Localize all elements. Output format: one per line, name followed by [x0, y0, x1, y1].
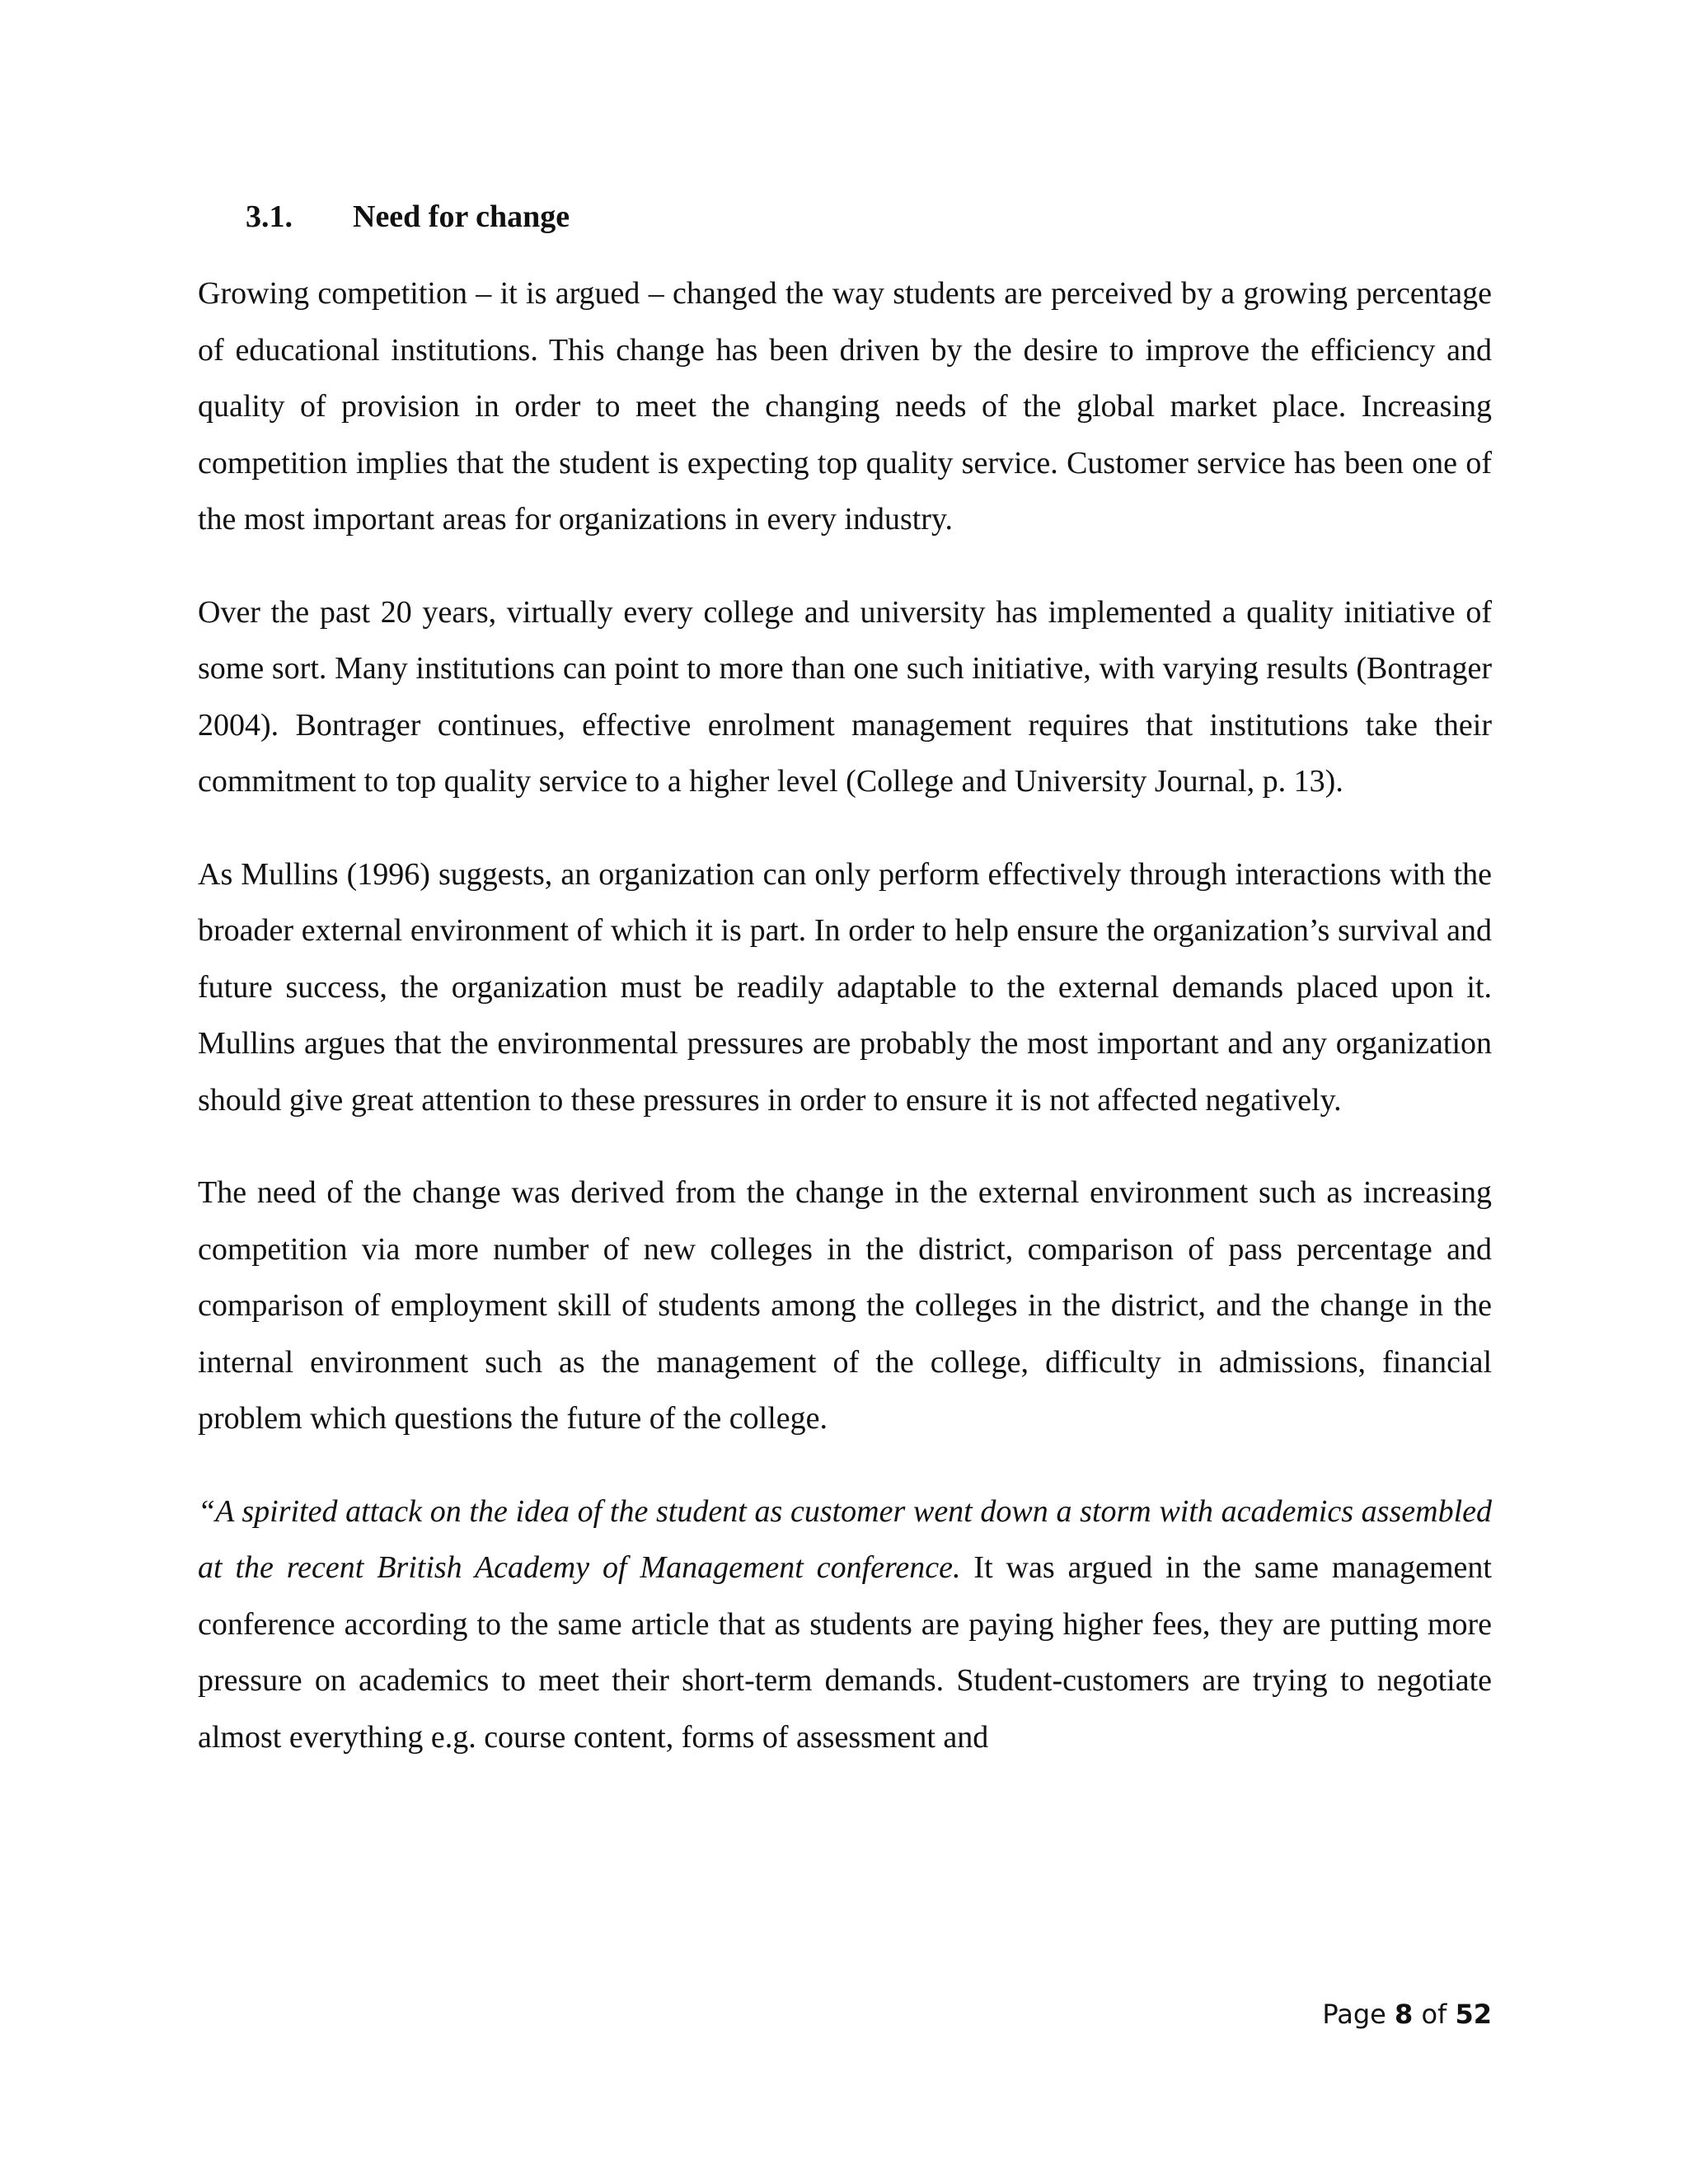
paragraph-5: [198, 1483, 1492, 1766]
page-footer: [1322, 1998, 1492, 2031]
total-pages: 52: [1455, 1999, 1492, 2030]
section-title: Need for change: [353, 199, 570, 234]
paragraph-5-text: It was argued in the same management conference according to the same article that as students are paying higher fees, they are putting more pressure on academics to meet their short-term demands. Student-customers are trying to negotiate almost everything e.g. course content, forms of assessment and: [198, 1550, 1492, 1755]
section-number: 3.1.: [246, 199, 293, 234]
paragraph-2: Over the past 20 years, virtually every college and university has implemented a quality initiative of some sort. Many institutions can point to more than one such initiative, with varying results (Bontrager 2004). Bontrager continues, effective enrolment management requires that institutions take their commitment to top quality service to a higher level (College and University Journal, p. 13).: [198, 594, 1492, 799]
paragraph-3: As Mullins (1996) suggests, an organization can only perform effectively through interactions with the broader external environment of which it is part. In order to help ensure the organization’s survival and future success, the organization must be readily adaptable to the external demands placed upon it. Mullins argues that the environmental pressures are probably the most important and any organization should give great attention to these pressures in order to ensure it is not affected negatively.: [198, 856, 1492, 1118]
page-number: 8: [1395, 1999, 1414, 2030]
paragraph-4: The need of the change was derived from the change in the external environment such as increasing competition via more number of new colleges in the district, comparison of pass percentage and comparison of employment skill of students among the colleges in the district, and the change in the internal environment such as the management of the college, difficulty in admissions, financial problem which questions the future of the college.: [198, 1175, 1492, 1436]
paragraph-1: Growing competition – it is argued – changed the way students are perceived by a growing percentage of educational institutions. This change has been driven by the desire to improve the efficiency and quality of provision in order to meet the changing needs of the global market place. Increasing competition implies that the student is expecting top quality service. Customer service has been one of the most important areas for organizations in every industry.: [198, 276, 1492, 537]
page-label: Page: [1322, 1999, 1395, 2030]
italic-quote: “A spirited attack on the idea of the student as customer went down a storm with academics assembled at the recent British Academy of Management conference.: [198, 1493, 1492, 1585]
body-text: [198, 265, 1492, 1765]
of-label: of: [1413, 1999, 1456, 2030]
section-heading: [246, 196, 570, 237]
